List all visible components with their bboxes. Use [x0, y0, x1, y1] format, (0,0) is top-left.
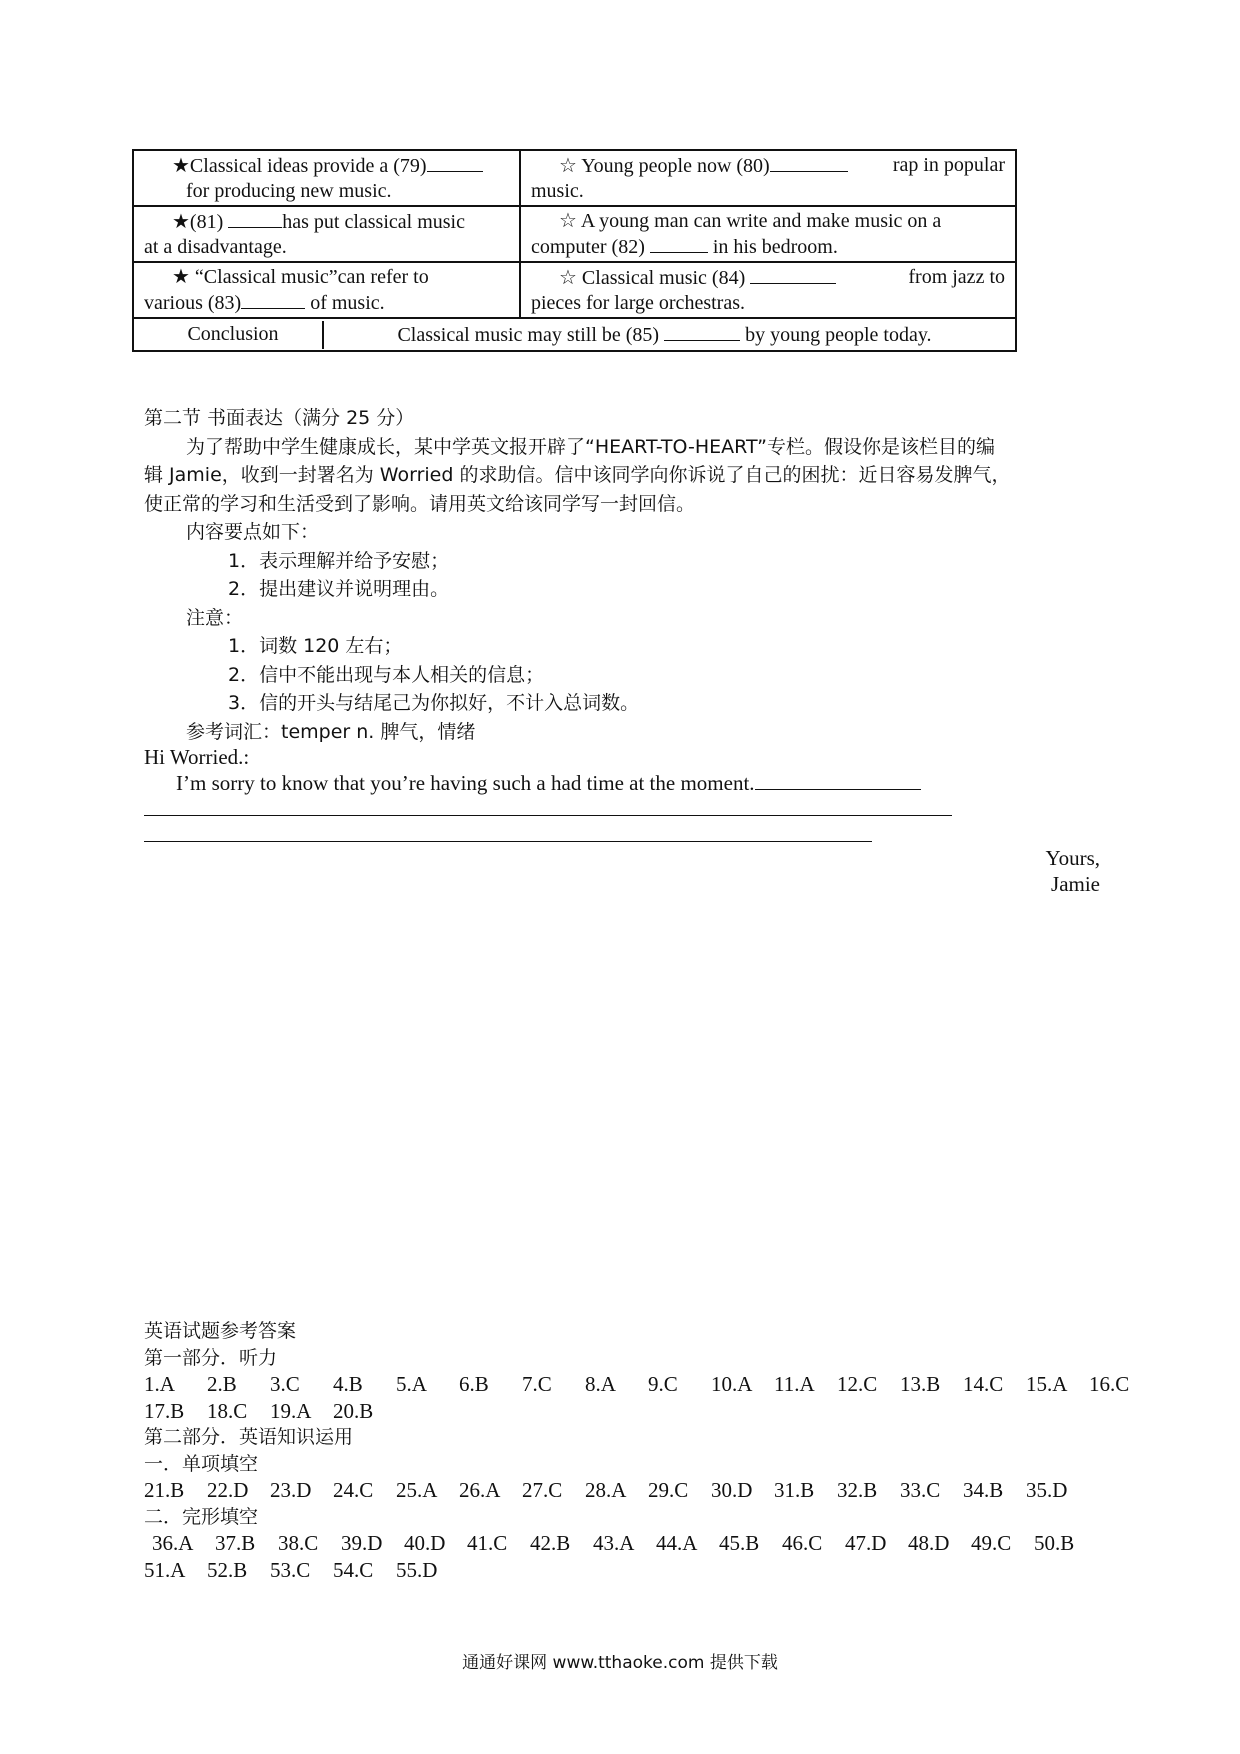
answer-item: 36.A	[152, 1531, 194, 1555]
answer-blank	[750, 265, 836, 284]
answer-item: 9.C	[648, 1372, 678, 1396]
letter-greeting: Hi Worried.:	[144, 745, 250, 769]
table-cell	[133, 206, 520, 262]
answer-item: 22.D	[207, 1478, 249, 1502]
letter-closing: Yours,	[1045, 846, 1100, 870]
answer-row	[144, 1557, 1124, 1584]
cell-text: from jazz to	[908, 266, 1005, 288]
answer-blank	[664, 322, 740, 341]
answer-item: 32.B	[837, 1478, 878, 1502]
answer-item: 5.A	[396, 1372, 427, 1396]
answer-item: 31.B	[774, 1478, 815, 1502]
section-heading: 二．完形填空	[144, 1505, 259, 1528]
points-title: 内容要点如下：	[186, 521, 320, 543]
answer-item: 43.A	[593, 1531, 635, 1555]
table-row	[133, 206, 1016, 262]
answer-item: 2.B	[207, 1372, 237, 1396]
answer-item: 30.D	[711, 1478, 753, 1502]
table-cell	[520, 150, 1016, 206]
answer-blank	[228, 209, 282, 228]
answer-item: 4.B	[333, 1372, 363, 1396]
answer-item: 37.B	[215, 1531, 256, 1555]
section-heading: 第二节 书面表达（满分 25 分）	[144, 407, 415, 429]
vocab-hint: 参考词汇：temper n. 脾气，情绪	[186, 720, 476, 743]
answer-item: 21.B	[144, 1478, 185, 1502]
list-item: 3．信的开头与结尾己为你拟好，不计入总词数。	[228, 692, 640, 714]
answer-item: 12.C	[837, 1372, 878, 1396]
letter-signature: Jamie	[1051, 872, 1100, 896]
cell-text: computer (82)	[531, 236, 645, 258]
answer-item: 40.D	[404, 1531, 446, 1555]
answer-row	[144, 1530, 1124, 1557]
table-cell	[133, 262, 520, 318]
cell-text: pieces for large orchestras.	[531, 292, 745, 314]
list-item: 2．信中不能出现与本人相关的信息；	[228, 663, 545, 686]
answer-item: 51.A	[144, 1557, 186, 1582]
answer-row	[144, 1398, 1124, 1425]
cell-text: by young people today.	[745, 324, 932, 346]
answer-item: 6.B	[459, 1372, 489, 1396]
answer-item: 35.D	[1026, 1478, 1068, 1502]
answer-key	[144, 1318, 1130, 1583]
answer-item: 39.D	[341, 1531, 383, 1555]
answer-item: 52.B	[207, 1557, 248, 1582]
answer-item: 26.A	[459, 1478, 501, 1502]
answer-item: 23.D	[270, 1478, 312, 1502]
answer-blank	[770, 153, 848, 172]
answer-item: 48.D	[908, 1531, 950, 1555]
answer-item: 20.B	[333, 1398, 374, 1423]
cell-text: has put classical music	[282, 211, 465, 233]
answer-item: 28.A	[585, 1478, 627, 1502]
answer-item: 49.C	[971, 1531, 1012, 1555]
answer-item: 24.C	[333, 1478, 374, 1502]
table-row	[133, 318, 1016, 351]
part-heading: 第二部分．英语知识运用	[144, 1426, 354, 1448]
letter-opening: I’m sorry to know that you’re having such a had time at the moment.	[176, 771, 755, 795]
answer-item: 16.C	[1089, 1372, 1130, 1396]
answer-item: 13.B	[900, 1372, 941, 1396]
page-footer: 通通好课网 www.tthaoke.com 提供下载	[462, 1653, 778, 1673]
answer-item: 38.C	[278, 1531, 319, 1555]
conclusion-label: Conclusion	[144, 321, 324, 349]
cell-text: rap in popular	[892, 154, 1005, 176]
answer-item: 47.D	[845, 1531, 887, 1555]
answer-item: 55.D	[396, 1557, 438, 1582]
notes-title: 注意：	[186, 606, 244, 629]
answer-item: 50.B	[1034, 1531, 1075, 1555]
list-item: 1．词数 120 左右；	[228, 635, 403, 657]
answer-item: 53.C	[270, 1557, 311, 1582]
cell-text: for producing new music.	[186, 180, 392, 202]
answer-blank	[650, 234, 708, 253]
cell-text: ☆ Classical music (84)	[559, 267, 746, 289]
answer-item: 15.A	[1026, 1372, 1068, 1396]
answer-title: 英语试题参考答案	[144, 1320, 297, 1342]
cell-text: ★ “Classical music”can refer to	[172, 266, 429, 288]
letter-signoff	[1010, 845, 1100, 897]
answer-row	[144, 1477, 1124, 1504]
answer-item: 29.C	[648, 1478, 689, 1502]
answer-item: 44.A	[656, 1531, 698, 1555]
answer-item: 42.B	[530, 1531, 571, 1555]
instruction-text: 辑 Jamie，收到一封署名为 Worried 的求助信。信中该同学向你诉说了自己的困扰：近日容易发脾气，	[144, 464, 1011, 486]
section-heading: 一．单项填空	[144, 1452, 259, 1475]
answer-item: 10.A	[711, 1372, 753, 1396]
answer-item: 27.C	[522, 1478, 563, 1502]
answer-item: 46.C	[782, 1531, 823, 1555]
cell-text: Classical music may still be (85)	[397, 324, 660, 346]
part-heading: 第一部分．听力	[144, 1346, 278, 1369]
summary-table	[132, 149, 1017, 352]
writing-line[interactable]	[755, 771, 921, 790]
writing-line[interactable]	[144, 815, 952, 816]
answer-blank	[427, 153, 483, 172]
table-cell	[520, 206, 1016, 262]
writing-section	[144, 404, 1104, 746]
answer-item: 18.C	[207, 1398, 248, 1423]
list-item: 2．提出建议并说明理由。	[228, 578, 450, 600]
table-row	[133, 150, 1016, 206]
answer-item: 17.B	[144, 1398, 185, 1423]
cell-text: various (83)	[144, 292, 242, 314]
table-cell	[133, 318, 1016, 351]
instruction-text: 使正常的学习和生活受到了影响。请用英文给该同学写一封回信。	[144, 492, 696, 515]
cell-text: of music.	[310, 292, 385, 314]
cell-text: ★(81)	[172, 211, 224, 233]
answer-item: 19.A	[270, 1398, 312, 1423]
answer-item: 41.C	[467, 1531, 508, 1555]
instruction-text: 为了帮助中学生健康成长，某中学英文报开辟了“HEART-TO-HEART”专栏。假设你是该栏目的编	[186, 435, 996, 458]
answer-item: 7.C	[522, 1372, 552, 1396]
writing-line[interactable]	[144, 841, 872, 842]
cell-text: ☆ Young people now (80)	[559, 155, 770, 177]
answer-row	[144, 1371, 1130, 1398]
letter-body	[144, 744, 1104, 796]
answer-item: 3.C	[270, 1372, 300, 1396]
answer-item: 45.B	[719, 1531, 760, 1555]
answer-item: 1.A	[144, 1372, 175, 1396]
cell-text: ★Classical ideas provide a (79)	[172, 155, 427, 177]
answer-item: 8.A	[585, 1372, 616, 1396]
cell-text: ☆ A young man can write and make music on a	[559, 210, 942, 232]
answer-item: 34.B	[963, 1478, 1004, 1502]
answer-item: 11.A	[774, 1372, 815, 1396]
cell-text: at a disadvantage.	[144, 236, 287, 258]
answer-blank	[241, 290, 305, 309]
table-cell	[520, 262, 1016, 318]
list-item: 1．表示理解并给予安慰；	[228, 549, 450, 572]
answer-item: 54.C	[333, 1557, 374, 1582]
cell-text: music.	[531, 180, 584, 202]
answer-item: 33.C	[900, 1478, 941, 1502]
table-cell	[133, 150, 520, 206]
cell-text: in his bedroom.	[712, 236, 838, 258]
table-row	[133, 262, 1016, 318]
answer-item: 14.C	[963, 1372, 1004, 1396]
answer-item: 25.A	[396, 1478, 438, 1502]
